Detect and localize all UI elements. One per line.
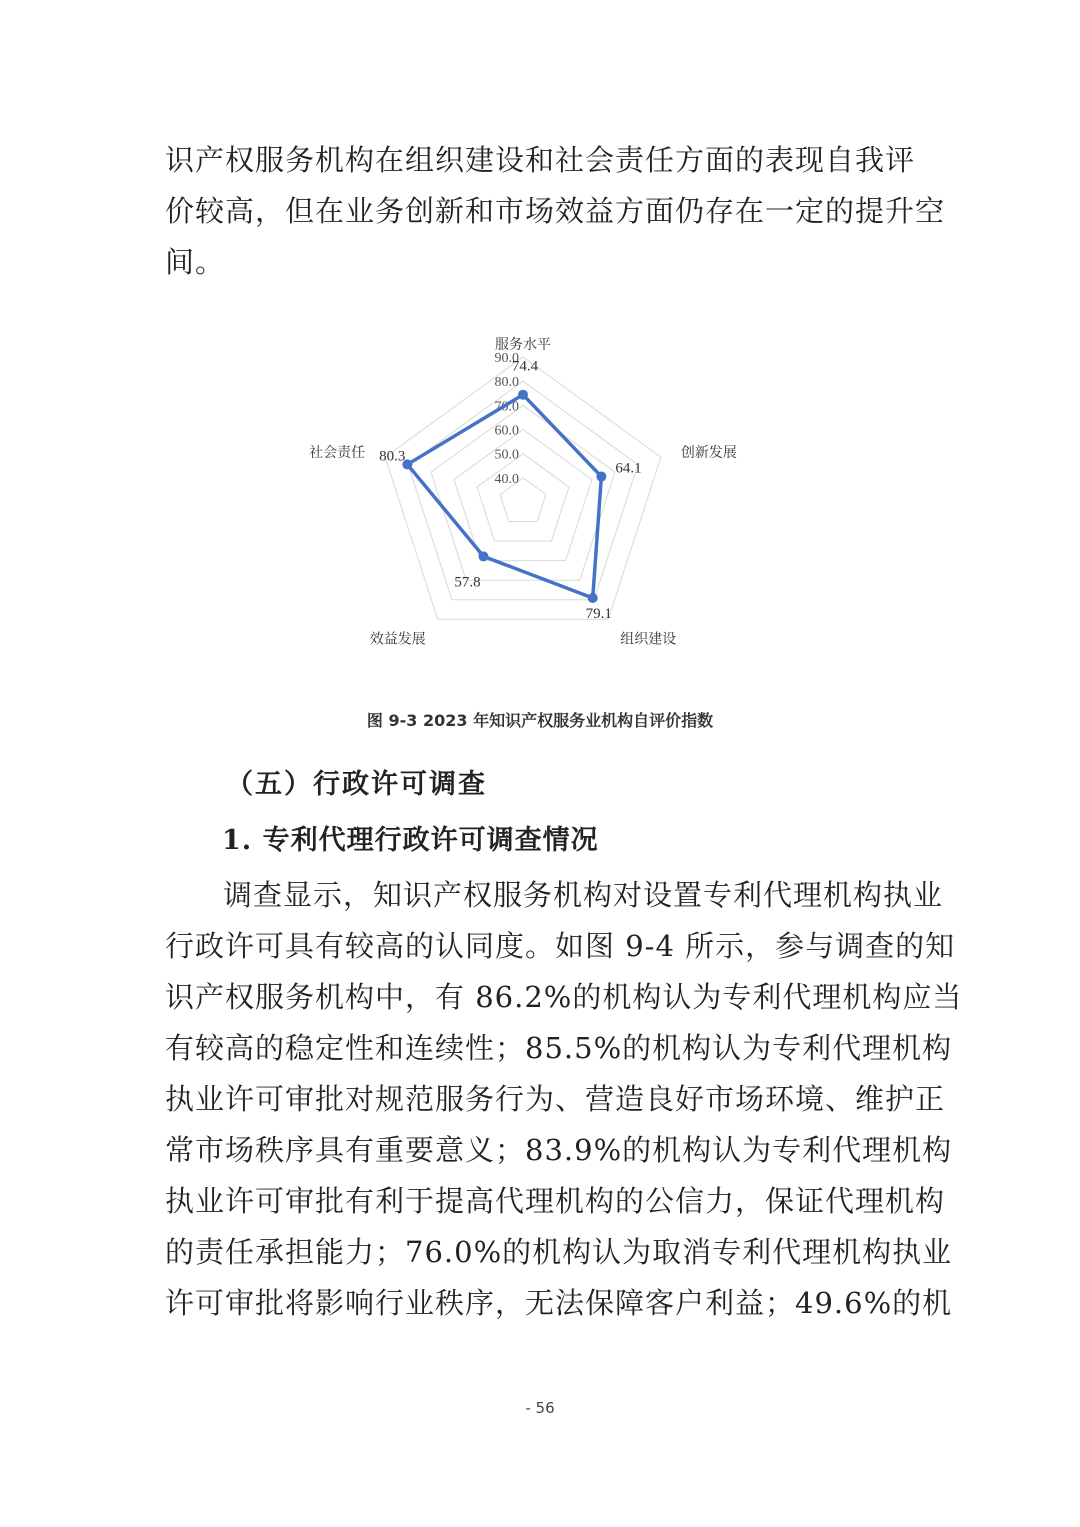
body-line: 有较高的稳定性和连续性；85.5%的机构认为专利代理机构 [165,1031,953,1065]
figure-caption: 图 9-3 2023 年知识产权服务业机构自评价指数 [366,711,714,730]
radar-data-label: 74.4 [511,358,539,375]
radar-data-point [588,593,598,603]
body-line: 常市场秩序具有重要意义；83.9%的机构认为专利代理机构 [165,1133,953,1167]
radar-data-point [596,472,606,482]
radar-tick-label: 80.0 [494,375,519,391]
body-paragraph [165,870,963,1329]
body-line: 执业许可审批有利于提高代理机构的公信力，保证代理机构 [165,1184,946,1218]
body-line: 调查显示，知识产权服务机构对设置专利代理机构执业 [223,878,944,912]
intro-line: 价较高，但在业务创新和市场效益方面仍存在一定的提升空 [165,194,946,228]
body-line: 行政许可具有较高的认同度。如图 9-4 所示，参与调查的知 [165,929,956,963]
radar-tick-label: 40.0 [494,471,519,487]
intro-line: 间。 [165,245,226,279]
radar-grid-ring [408,381,638,600]
radar-axis-label: 社会责任 [309,445,366,462]
body-line: 许可审批将影响行业秩序，无法保障客户利益；49.6%的机 [165,1286,953,1320]
radar-tick-label: 70.0 [494,399,519,415]
radar-data-label: 80.3 [379,448,406,465]
radar-axis-label: 效益发展 [369,631,426,648]
body-line: 执业许可审批对规范服务行为、营造良好市场环境、维护正 [165,1082,946,1116]
radar-axis-label: 创新发展 [680,445,737,462]
radar-data-point [518,390,528,400]
radar-tick-label: 50.0 [494,447,519,463]
radar-data-label: 64.1 [615,460,642,477]
page-number: - 56 [525,1399,555,1417]
radar-grid-ring [477,454,569,541]
radar-data-point [479,551,489,561]
intro-paragraph [165,135,946,288]
body-line: 识产权服务机构中，有 86.2%的机构认为专利代理机构应当 [165,980,963,1014]
radar-axis-label: 服务水平 [495,337,551,353]
radar-data-label: 57.8 [454,574,481,591]
body-line: 的责任承担能力；76.0%的机构认为取消专利代理机构执业 [165,1235,953,1269]
intro-line: 识产权服务机构在组织建设和社会责任方面的表现自我评 [165,143,916,177]
radar-tick-label: 60.0 [494,423,519,439]
radar-chart [290,312,770,652]
section-heading: （五）行政许可调查 [226,769,487,800]
radar-tick-label: 90.0 [494,351,519,366]
sub-heading: 1. 专利代理行政许可调查情况 [222,825,599,856]
radar-axis-label: 组织建设 [620,631,677,648]
radar-chart-svg [290,312,770,652]
radar-data-label: 79.1 [585,605,612,622]
